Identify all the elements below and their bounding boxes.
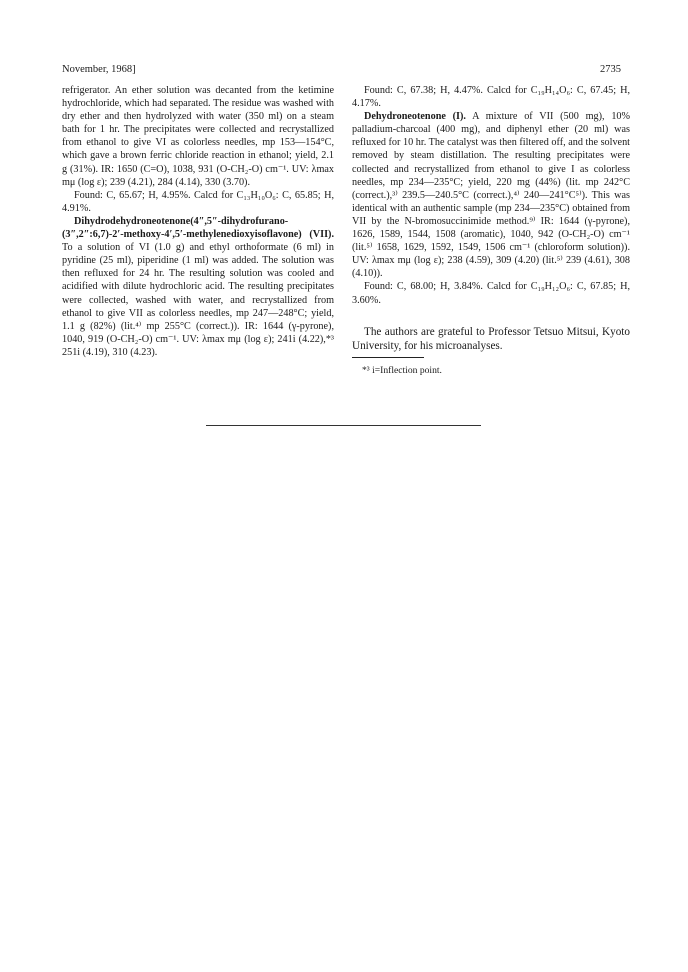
running-header: November, 1968] [62,64,136,75]
paragraph-body: A mixture of VII (500 mg), 10% palladium-charcoal (400 mg), and diphenyl ether (20 ml) was refluxed for 10 hr. The catalyst was then filtered off, and the solvent removed by steam distillation. The resulting precipitates were collected and recrystallized from ethanol to give I as colorless needles, mp 234—235°C; yield, 220 mg (44%) (lit. mp 242°C (correct.),³⁾ 239.5—240.5°C (correct.),⁴⁾ 240—241°C⁵⁾). This was identical with an authentic sample (mp 234—235°C) obtained from VII by the N-bromosuccinimide method.⁹⁾ IR: 1644 (γ-pyrone), 1626, 1589, 1544, 1508 (aromatic), 1040, 942 (O-CH₂-O) cm⁻¹ (lit.⁵⁾ 1658, 1629, 1592, 1549, 1506 cm⁻¹ (chloroform solution)). UV: λmax mμ (log ε); 238 (4.59), 309 (4.20) (lit.⁵⁾ 239 (4.61), 308 (4.10)). [352,111,631,280]
footnote: *³ i=Inflection point. [362,364,442,376]
left-column [62,84,334,359]
paragraph [62,215,334,359]
page-number: 2735 [600,64,621,75]
compound-heading: Dehydroneotenone (I). [364,111,466,123]
elemental-analysis: Found: C, 67.38; H, 4.47%. Calcd for C₁₉H₁₄O₆: C, 67.45; H, 4.17%. [352,85,630,110]
compound-heading: Dihydrodehydroneotenone(4″,5″-dihydrofurano-(3″,2″:6,7)-2′-methoxy-4′,5′-methylenedioxyisoflavone) (VII). [62,215,334,241]
paragraph [352,110,630,280]
footnote-rule [352,357,424,358]
paragraph: refrigerator. An ether solution was decanted from the ketimine hydrochloride, which had separated. The residue was washed with dry ether and then hydrolyzed with water (350 ml) on a steam bath for 1 hr. The precipitates were collected and recrystallized from ethanol to give VI as colorless needles, mp 153—154°C, which gave a brown ferric chloride reaction in ethanol; yield, 2.1 g (31%). IR: 1650 (C=O), 1038, 931 (O-CH₂-O) cm⁻¹. UV: λmax mμ (log ε); 239 (4.21), 284 (4.14), 330 (3.70). [62,85,334,188]
acknowledgment: The authors are grateful to Professor Tetsuo Mitsui, Kyoto University, for his microanalyses. [352,325,630,353]
end-of-article-rule [206,425,481,426]
paragraph-body: To a solution of VI (1.0 g) and ethyl orthoformate (6 ml) in pyridine (25 ml), piperidine (1 ml) was added. The solution was then refluxed for 24 hr. The resulting solution was cooled and acidified with dilute hydrochloric acid. The resulting precipitates were collected, washed with water, and recrystallized from ethanol to give VII as colorless needles, mp 247—248°C; yield, 1.1 g (82%) (lit.⁴⁾ mp 255°C (correct.)). IR: 1644 (γ-pyrone), 1040, 919 (O-CH₂-O) cm⁻¹. UV: λmax mμ (log ε); 241i (4.22),*³ 251i (4.19), 310 (4.23). [62,242,334,358]
right-column [352,84,630,377]
elemental-analysis: Found: C, 68.00; H, 3.84%. Calcd for C₁₉H₁₂O₆: C, 67.85; H, 3.60%. [352,281,630,306]
elemental-analysis: Found: C, 65.67; H, 4.95%. Calcd for C₁₃H₁₀O₆: C, 65.85; H, 4.91%. [62,189,334,214]
